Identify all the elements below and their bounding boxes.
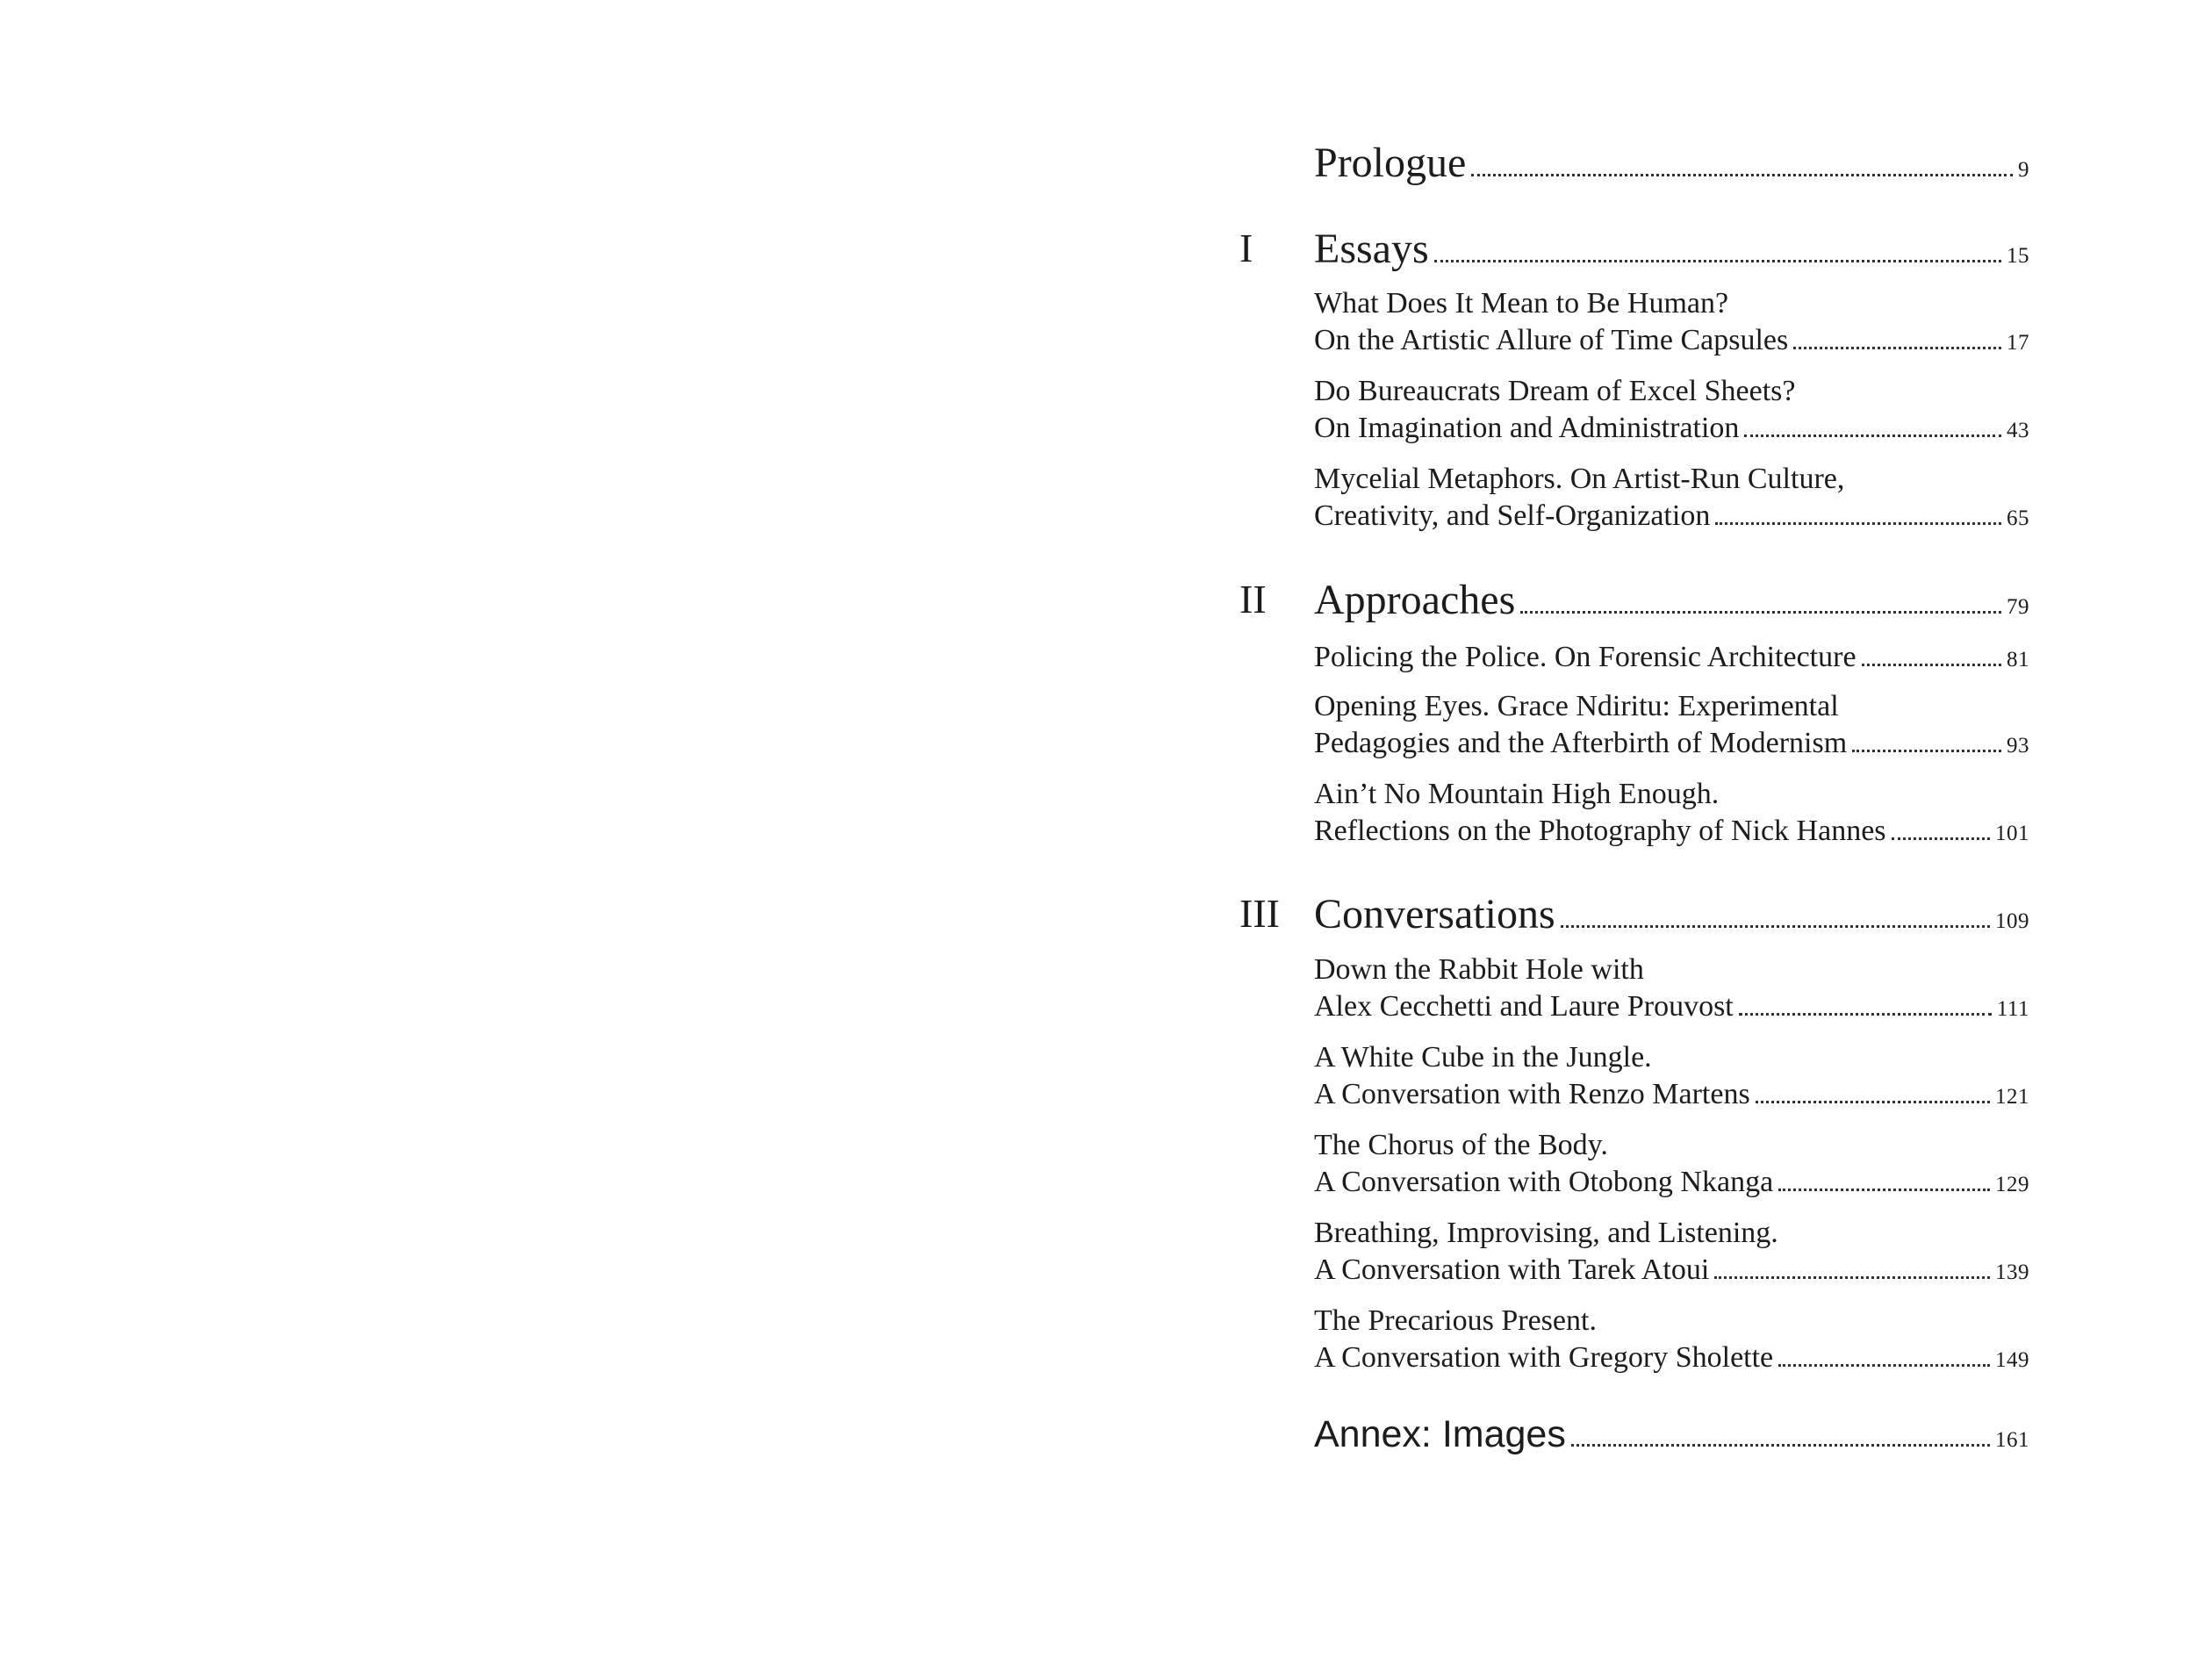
- dot-leader: [1434, 259, 2001, 262]
- dot-leader: [1714, 1275, 1990, 1279]
- entry-line-1: The Chorus of the Body.: [1314, 1129, 1608, 1161]
- dot-leader: [1778, 1363, 1990, 1367]
- part-title: Approaches: [1314, 577, 1516, 623]
- dot-leader: [1471, 173, 2013, 176]
- page-number: 161: [1995, 1428, 2029, 1452]
- entry-line-2: Alex Cecchetti and Laure Prouvost: [1314, 990, 1734, 1023]
- dot-leader: [1744, 434, 2001, 437]
- entry-line-2: A Conversation with Gregory Sholette: [1314, 1341, 1774, 1374]
- part-numeral: I: [1239, 226, 1253, 270]
- page-number: 121: [1995, 1085, 2029, 1109]
- entry-line-1: Down the Rabbit Hole with: [1314, 953, 1644, 986]
- dot-leader: [1793, 346, 2001, 349]
- page-number: 43: [2007, 419, 2029, 442]
- page-number: 111: [1996, 997, 2029, 1021]
- page-number: 65: [2007, 506, 2029, 530]
- entry-line-1: The Precarious Present.: [1314, 1304, 1597, 1337]
- entry-line-2: A Conversation with Renzo Martens: [1314, 1078, 1750, 1110]
- page-number: 17: [2007, 331, 2029, 355]
- dot-leader: [1561, 924, 1990, 928]
- entry-line-2: A Conversation with Otobong Nkanga: [1314, 1166, 1774, 1198]
- entry-line-1: Do Bureaucrats Dream of Excel Sheets?: [1314, 375, 1796, 407]
- page-number: 149: [1995, 1348, 2029, 1372]
- page-number: 9: [2018, 158, 2029, 182]
- dot-leader: [1520, 610, 2001, 614]
- entry-line-2: A Conversation with Tarek Atoui: [1314, 1253, 1710, 1286]
- dot-leader: [1778, 1188, 1990, 1191]
- dot-leader: [1862, 663, 2001, 666]
- part-title: Essays: [1314, 226, 1429, 272]
- page-number: 15: [2007, 244, 2029, 268]
- page-number: 109: [1995, 909, 2029, 933]
- entry-line-1: What Does It Mean to Be Human?: [1314, 287, 1729, 320]
- entry-line-1: A White Cube in the Jungle.: [1314, 1041, 1652, 1074]
- entry-line-2: Creativity, and Self-Organization: [1314, 499, 1711, 532]
- dot-leader: [1852, 749, 2001, 752]
- part-title: Conversations: [1314, 891, 1555, 937]
- part-numeral: III: [1239, 891, 1280, 936]
- entry-line-2: Pedagogies and the Afterbirth of Modernism: [1314, 727, 1848, 759]
- entry-line-1: Ain’t No Mountain High Enough.: [1314, 778, 1720, 810]
- dot-leader: [1715, 521, 2001, 525]
- page-number: 139: [1995, 1260, 2029, 1284]
- part-numeral: II: [1239, 577, 1267, 621]
- prologue-title: Prologue: [1314, 140, 1467, 186]
- entry-line-1: Opening Eyes. Grace Ndiritu: Experimental: [1314, 690, 1839, 722]
- page-number: 101: [1995, 822, 2029, 845]
- annex-title: Annex: Images: [1314, 1413, 1566, 1455]
- dot-leader: [1756, 1100, 1990, 1103]
- dot-leader: [1571, 1443, 1990, 1447]
- page-number: 129: [1995, 1173, 2029, 1196]
- entry-line-2: Reflections on the Photography of Nick Hannes: [1314, 815, 1886, 847]
- entry-line-1: Mycelial Metaphors. On Artist-Run Culture,: [1314, 463, 1845, 495]
- page-number: 81: [2007, 648, 2029, 672]
- entry-line-1: Breathing, Improvising, and Listening.: [1314, 1217, 1778, 1249]
- page-number: 79: [2007, 595, 2029, 619]
- entry-line-2: On Imagination and Administration: [1314, 412, 1740, 444]
- entry-line-2: On the Artistic Allure of Time Capsules: [1314, 324, 1789, 356]
- dot-leader: [1739, 1012, 1992, 1016]
- dot-leader: [1892, 837, 1990, 840]
- page-number: 93: [2007, 734, 2029, 758]
- entry-line-2: Policing the Police. On Forensic Architecture: [1314, 641, 1856, 673]
